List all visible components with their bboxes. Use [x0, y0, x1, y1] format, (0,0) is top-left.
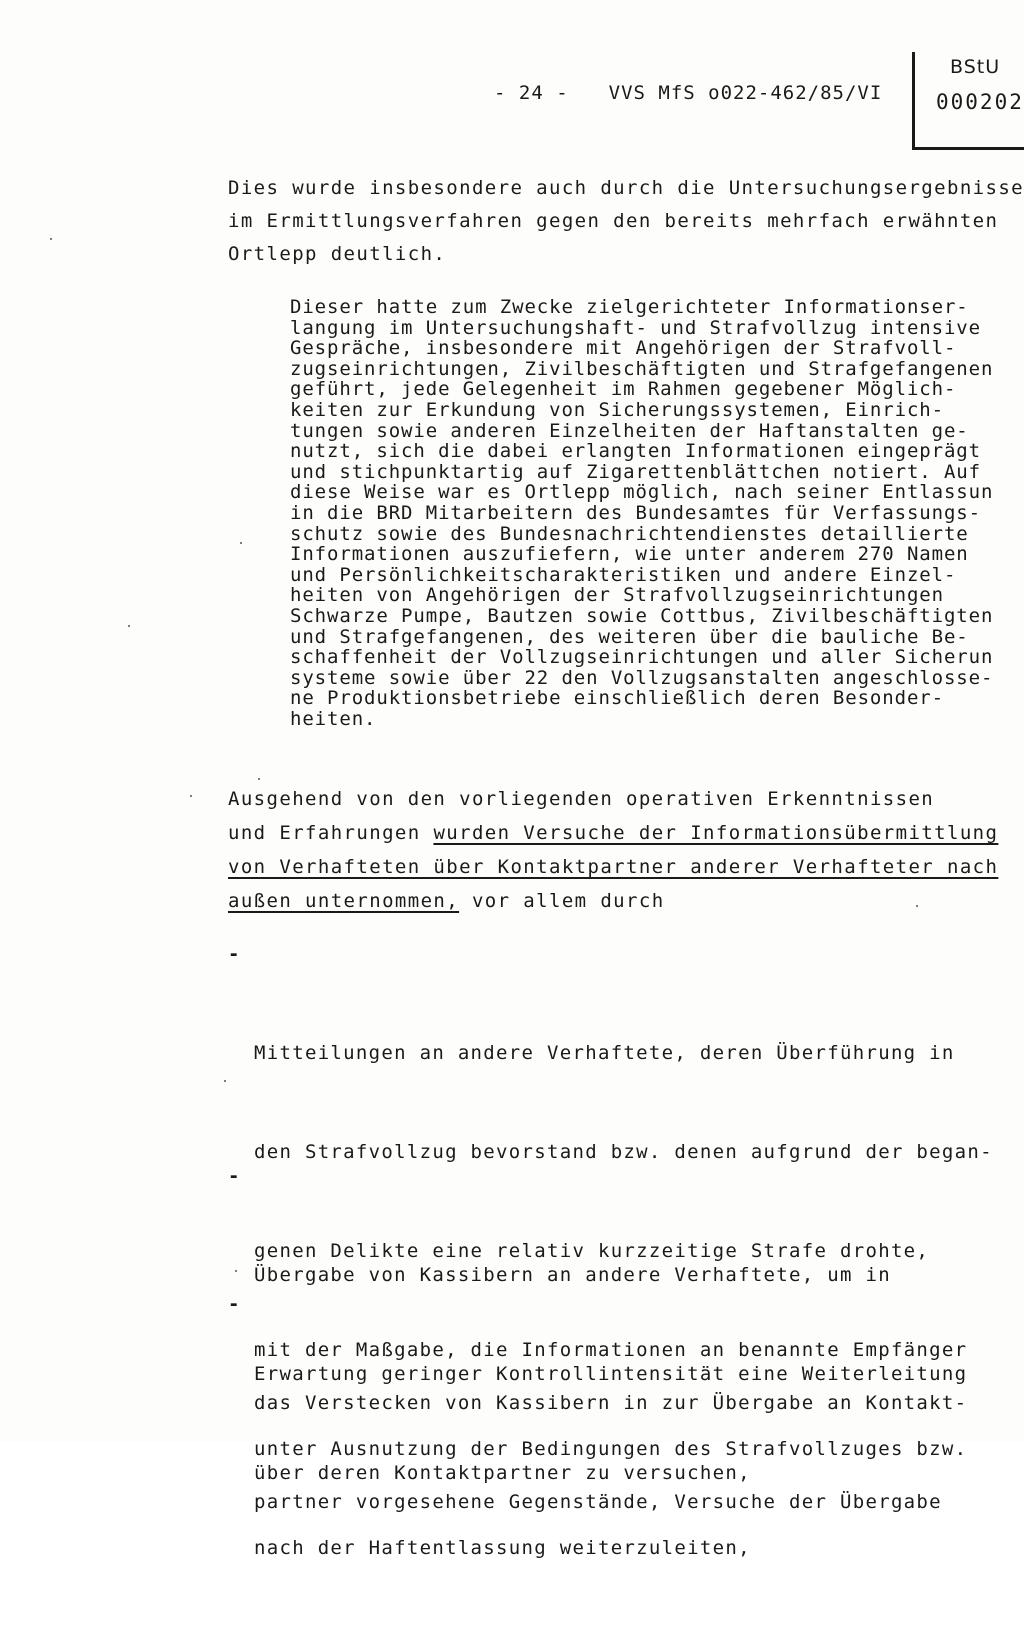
text-line: Übergabe von Kassibern an andere Verhaftete, um in	[254, 1264, 891, 1286]
scan-speck	[128, 625, 130, 627]
text-line: heiten.	[290, 707, 377, 730]
text-line: nach der Haftentlassung weiterzuleiten,	[254, 1537, 751, 1559]
text-line: genen Delikte eine relativ kurzzeitige Strafe drohte,	[254, 1240, 930, 1262]
text-line: langung im Untersuchungshaft- und Strafvollzug intensive	[290, 316, 981, 339]
document-reference: VVS MfS o022-462/85/VI	[608, 82, 883, 104]
list-item	[228, 1288, 968, 1585]
text-line: Erwartung geringer Kontrollintensität eine Weiterleitung	[254, 1363, 968, 1385]
underlined-text: außen unternommen,	[228, 890, 460, 912]
text-line	[228, 850, 998, 884]
bullet-dash: -	[228, 943, 241, 965]
text-line: im Ermittlungsverfahren gegen den bereits mehrfach erwähnten	[228, 210, 999, 232]
page-number: - 24 -	[494, 82, 569, 104]
paragraph-findings	[228, 782, 998, 918]
text-line: Dies wurde insbesondere auch durch die Untersuchungsergebnisse	[228, 177, 1024, 199]
paragraph-intro	[228, 172, 1024, 271]
text-line: und stichpunktartig auf Zigarettenblättchen notiert. Auf	[290, 460, 981, 483]
text-line: Informationen auszufiefern, wie unter anderem 270 Namen	[290, 543, 969, 566]
plain-text: vor allem durch	[459, 890, 665, 912]
scan-speck	[190, 795, 192, 797]
underlined-text: wurden Versuche der Informationsübermittlung	[433, 822, 999, 844]
text-line: Mitteilungen an andere Verhaftete, deren Überführung in	[254, 1042, 955, 1064]
indented-block	[290, 297, 993, 729]
text-line: schutz sowie des Bundesnachrichtendienstes detaillierte	[290, 522, 969, 545]
text-line	[228, 816, 998, 850]
text-line: Schwarze Pumpe, Bautzen sowie Cottbus, Zivilbeschäftigten	[290, 604, 994, 627]
text-line: Ausgehend von den vorliegenden operativen Erkenntnissen	[228, 788, 935, 810]
underlined-text: von Verhafteten über Kontaktpartner anderer Verhafteter nach	[228, 856, 999, 878]
scan-speck	[224, 1080, 226, 1082]
scan-speck	[916, 905, 918, 907]
text-line: unter Ausnutzung der Bedingungen des Strafvollzuges bzw.	[254, 1438, 968, 1460]
text-line: nutzt, sich die dabei erlangten Informationen eingeprägt	[290, 440, 981, 463]
text-line: schaffenheit der Vollzugseinrichtungen und aller Sicherun	[290, 646, 994, 669]
text-line: in die BRD Mitarbeitern des Bundesamtes für Verfassungs-	[290, 501, 981, 524]
text-line: zugseinrichtungen, Zivilbeschäftigten und Strafgefangenen	[290, 357, 994, 380]
archive-stamp-title: BStU	[950, 56, 1001, 78]
archive-stamp-number: 000202	[936, 90, 1024, 114]
text-line: ne Produktionsbetriebe einschließlich deren Besonder-	[290, 687, 944, 710]
text-line: Gespräche, insbesondere mit Angehörigen der Strafvoll-	[290, 337, 957, 360]
text-line: heiten von Angehörigen der Strafvollzugseinrichtungen	[290, 584, 944, 607]
text-line: tungen sowie anderen Einzelheiten der Haftanstalten ge-	[290, 419, 969, 442]
text-line: mit der Maßgabe, die Informationen an benannte Empfänger	[254, 1339, 968, 1361]
text-line: systeme sowie über 22 den Vollzugsanstalten angeschlosse-	[290, 666, 994, 689]
text-line: diese Weise war es Ortlepp möglich, nach seiner Entlassun	[290, 481, 994, 504]
plain-text: und Erfahrungen	[228, 822, 434, 844]
text-line: Ortlepp deutlich.	[228, 243, 447, 265]
text-line: und Persönlichkeitscharakteristiken und andere Einzel-	[290, 563, 957, 586]
page-header	[494, 82, 882, 104]
text-line: den Strafvollzug bevorstand bzw. denen aufgrund der began-	[254, 1141, 993, 1163]
scan-speck	[235, 1270, 237, 1272]
text-line: über deren Kontaktpartner zu versuchen,	[254, 1462, 751, 1484]
scan-speck	[258, 778, 260, 780]
scan-speck	[50, 238, 52, 240]
text-line: geführt, jede Gelegenheit im Rahmen gegebener Möglich-	[290, 378, 957, 401]
text-line: das Verstecken von Kassibern in zur Übergabe an Kontakt-	[254, 1392, 968, 1414]
scan-speck	[240, 542, 242, 544]
text-line: keiten zur Erkundung von Sicherungssystemen, Einrich-	[290, 398, 944, 421]
bullet-dash: -	[228, 1165, 241, 1187]
text-line: Dieser hatte zum Zwecke zielgerichteter Informationser-	[290, 296, 969, 318]
text-line: partner vorgesehene Gegenstände, Versuche der Übergabe	[254, 1491, 942, 1513]
text-line	[228, 884, 998, 918]
bullet-dash: -	[228, 1293, 241, 1315]
text-line: und Strafgefangenen, des weiteren über die bauliche Be-	[290, 625, 969, 648]
